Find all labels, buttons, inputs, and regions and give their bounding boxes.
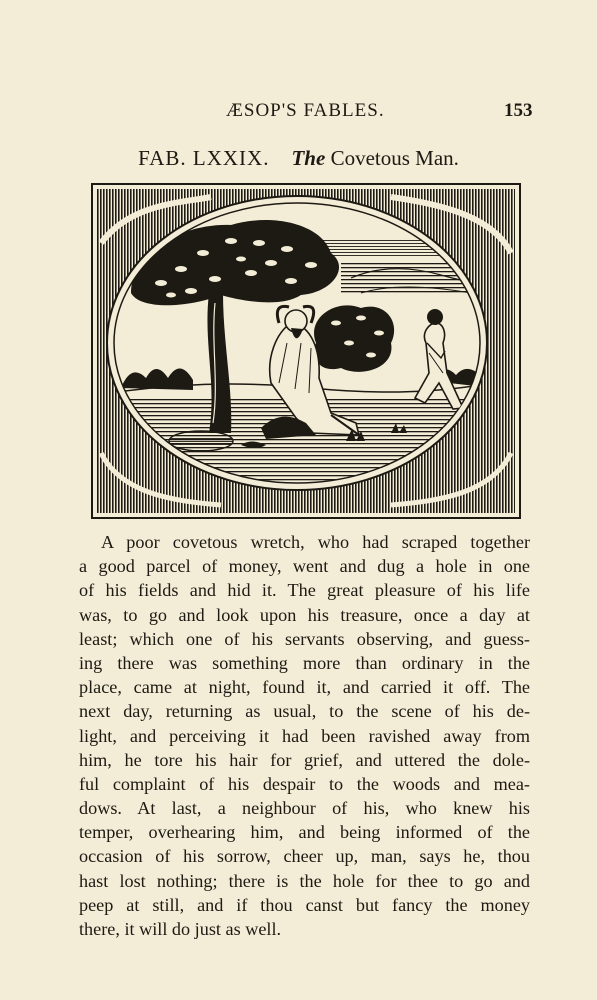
text-line: A poor covetous wretch, who had scraped together (101, 532, 530, 552)
fable-body-text (79, 530, 530, 941)
text-line: dows. At last, a neighbour of his, who knew his (79, 798, 530, 819)
text-line: light, and perceiving it had been ravished away from (79, 725, 530, 746)
fable-title: Covetous Man. (330, 146, 459, 170)
text-line: place, came at night, found it, and carried it off. The (79, 677, 530, 698)
text-line: him, he tore his hair for grief, and uttered the dole- (79, 749, 530, 770)
fable-heading (0, 146, 597, 171)
text-line: ing there was something more than ordinary in the (79, 652, 530, 673)
fable-title-article: The (291, 146, 326, 170)
woodcut-svg (91, 183, 521, 519)
text-line: peep at still, and if thou canst but fancy the money (79, 894, 530, 915)
woodcut-illustration (91, 183, 521, 519)
page-number: 153 (504, 100, 533, 121)
text-line: was, to go and look upon his treasure, once a day at (79, 604, 530, 625)
text-line: least; which one of his servants observing, and guess- (79, 628, 530, 649)
text-line: temper, overhearing him, and being informed of the (79, 822, 530, 843)
running-title: ÆSOP'S FABLES. (226, 100, 385, 121)
fable-number: FAB. LXXIX. (138, 146, 270, 170)
text-line: occasion of his sorrow, cheer up, man, says he, thou (79, 846, 530, 867)
text-line: there, it will do just as well. (79, 919, 282, 939)
text-line: ful complaint of his despair to the woods and mea- (79, 773, 530, 794)
text-line: next day, returning as usual, to the scene of his de- (79, 701, 530, 722)
text-line: a good parcel of money, went and dug a hole in one (79, 556, 530, 577)
running-head (0, 100, 597, 124)
text-line: of his fields and hid it. The great pleasure of his life (79, 580, 530, 601)
text-line: hast lost nothing; there is the hole for thee to go and (79, 870, 530, 891)
